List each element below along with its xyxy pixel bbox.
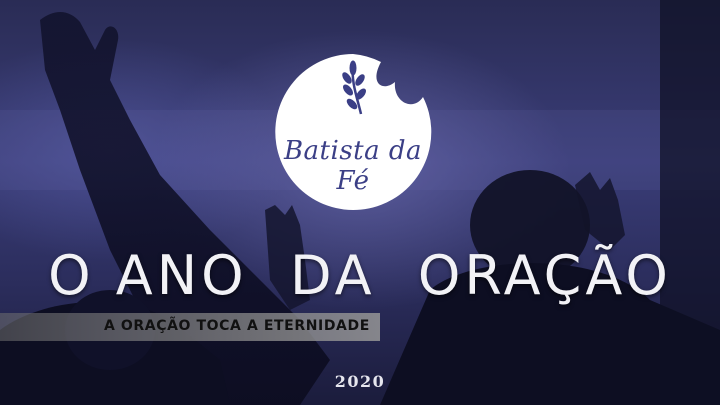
- tagline: A ORAÇÃO TOCA A ETERNIDADE: [104, 318, 370, 334]
- year-label: 2020: [334, 372, 386, 391]
- church-logo: [273, 52, 433, 212]
- page-title: O ANO DA ORAÇÃO: [48, 244, 672, 307]
- logo-text: Batista da Fé: [283, 136, 423, 196]
